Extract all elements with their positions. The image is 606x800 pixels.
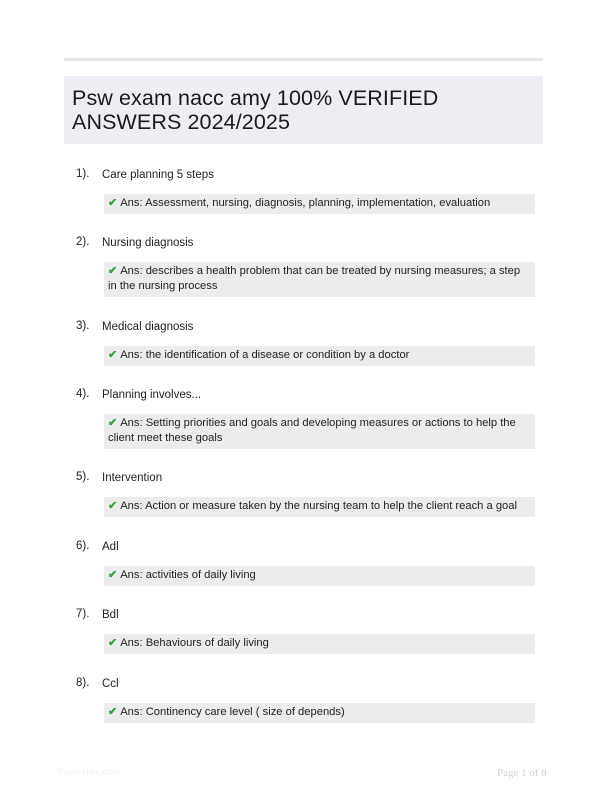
- answer-text: Ans: Action or measure taken by the nursing team to help the client reach a goal: [120, 500, 517, 512]
- checkmark-icon: ✔: [108, 637, 118, 649]
- question-text: Intervention: [102, 472, 163, 484]
- question-number: 7).: [76, 608, 90, 620]
- checkmark-icon: ✔: [108, 417, 118, 429]
- question-number: 5).: [76, 471, 90, 483]
- answer-box: [104, 346, 535, 366]
- answer-box: [104, 262, 535, 297]
- top-divider: [64, 58, 543, 61]
- answer-box: [104, 566, 535, 586]
- question-number: 8).: [76, 677, 90, 689]
- answer-text: Ans: describes a health problem that can be treated by nursing measures; a step in the nursing process: [108, 265, 521, 292]
- question-text: Adl: [102, 541, 119, 553]
- answer-box: [104, 634, 535, 654]
- question-text: Bdl: [102, 609, 119, 621]
- question-text: Medical diagnosis: [102, 321, 194, 333]
- answer-box: [104, 194, 535, 214]
- answer-text: Ans: the identification of a disease or condition by a doctor: [120, 349, 410, 361]
- answer-box: [104, 703, 535, 723]
- question-number: 4).: [76, 388, 90, 400]
- question-number: 3).: [76, 320, 90, 332]
- title-banner: [64, 76, 543, 144]
- checkmark-icon: ✔: [108, 349, 118, 361]
- answer-box: [104, 414, 535, 449]
- answer-text: Ans: Setting priorities and goals and developing measures or actions to help the client meet these goals: [108, 417, 516, 444]
- question-text: Care planning 5 steps: [102, 169, 214, 181]
- answer-text: Ans: Assessment, nursing, diagnosis, planning, implementation, evaluation: [120, 197, 491, 209]
- checkmark-icon: ✔: [108, 706, 118, 718]
- question-number: 1).: [76, 168, 90, 180]
- question-text: Ccl: [102, 678, 119, 690]
- answer-text: Ans: Behaviours of daily living: [120, 637, 269, 649]
- answer-text: Ans: Continency care level ( size of depends): [120, 706, 345, 718]
- page-number: Page 1 of 8: [497, 767, 547, 779]
- question-number: 6).: [76, 540, 90, 552]
- page-title: Psw exam nacc amy 100% VERIFIED ANSWERS 2024/2025: [72, 86, 439, 134]
- checkmark-icon: ✔: [108, 569, 118, 581]
- question-text: Planning involves...: [102, 389, 202, 401]
- checkmark-icon: ✔: [108, 265, 118, 277]
- checkmark-icon: ✔: [108, 197, 118, 209]
- question-number: 2).: [76, 236, 90, 248]
- footer-watermark: PaperNibs.com: [58, 767, 120, 777]
- answer-text: Ans: activities of daily living: [120, 569, 256, 581]
- question-text: Nursing diagnosis: [102, 237, 194, 249]
- checkmark-icon: ✔: [108, 500, 118, 512]
- answer-box: [104, 497, 535, 517]
